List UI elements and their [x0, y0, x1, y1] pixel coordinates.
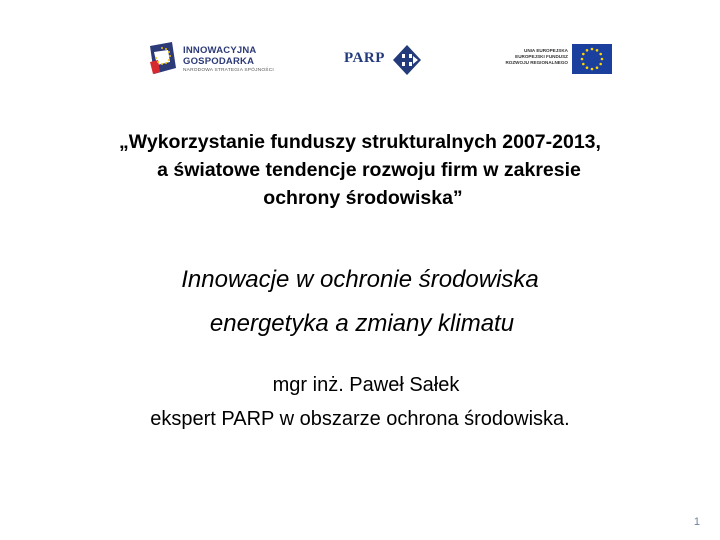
presentation-subtitle — [40, 258, 680, 346]
presentation-title — [40, 128, 680, 212]
ig-flag-icon — [148, 42, 178, 76]
parp-mark-icon — [392, 44, 422, 76]
title-line2: a światowe tendencje rozwoju firm w zakresie — [157, 159, 581, 181]
title-line3: ochrony środowiska” — [263, 187, 463, 209]
eu-logo-line3: ROZWOJU REGIONALNEGO — [505, 60, 568, 65]
eu-logo-line1: UNIA EUROPEJSKA — [524, 48, 568, 53]
page-number: 1 — [693, 516, 700, 528]
eu-logo — [500, 44, 612, 76]
parp-logo — [344, 44, 424, 76]
eu-logo-line2: EUROPEJSKI FUNDUSZ — [515, 54, 568, 59]
author-name: mgr inż. Paweł Sałek — [272, 374, 460, 396]
eu-flag-icon — [572, 44, 612, 74]
ig-logo-line2: GOSPODARKA — [183, 56, 255, 67]
title-line1: „Wykorzystanie funduszy strukturalnych 2007-2013, — [119, 131, 601, 153]
parp-logo-text: PARP — [344, 50, 385, 66]
author-role: ekspert PARP w obszarze ochrona środowiska. — [150, 408, 570, 430]
ig-logo-line3: NARODOWA STRATEGIA SPÓJNOŚCI — [183, 68, 274, 73]
ig-logo-line1: INNOWACYJNA — [183, 45, 257, 56]
author-block — [40, 368, 680, 436]
subtitle-line2: energetyka a zmiany klimatu — [209, 310, 515, 337]
innowacyjna-gospodarka-logo — [148, 42, 276, 78]
subtitle-line1: Innowacje w ochronie środowiska — [181, 266, 539, 293]
